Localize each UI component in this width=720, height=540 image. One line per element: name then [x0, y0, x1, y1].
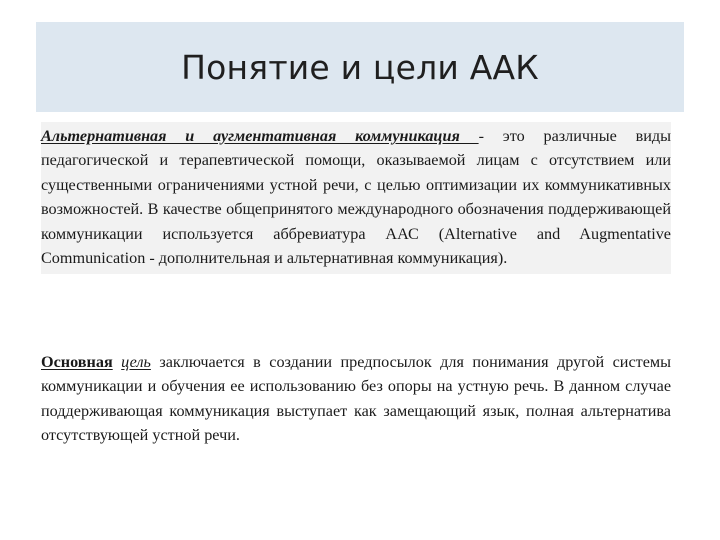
definition-paragraph — [41, 122, 671, 274]
goal-lead-italic: цель — [121, 353, 151, 371]
title-banner — [36, 22, 684, 112]
goal-lead-bold: Основная — [41, 353, 113, 371]
goal-paragraph — [41, 350, 671, 448]
definition-text: - это различные виды педагогической и терапевтической помощи, оказываемой лицам с отсутствием или существенными ограничениями устной речи, с целью оптимизации их коммуникативных возможностей. В качестве общепринятого международного обозначения поддерживающей коммуникации используется аббревиатура ААС (Alternative and Augmentative Communication - дополнительная и альтернативная коммуникация). — [41, 127, 671, 268]
slide-title: Понятие и цели ААК — [181, 47, 539, 87]
goal-text: заключается в создании предпосылок для понимания другой системы коммуникации и обучения ее использованию без опоры на устную речь. В данном случае поддерживающая коммуникация выступает как замещающий язык, полная альтернатива отсутствующей устной речи. — [41, 353, 672, 445]
term-aac: Альтернативная и аугментативная коммуникация — [41, 127, 479, 145]
